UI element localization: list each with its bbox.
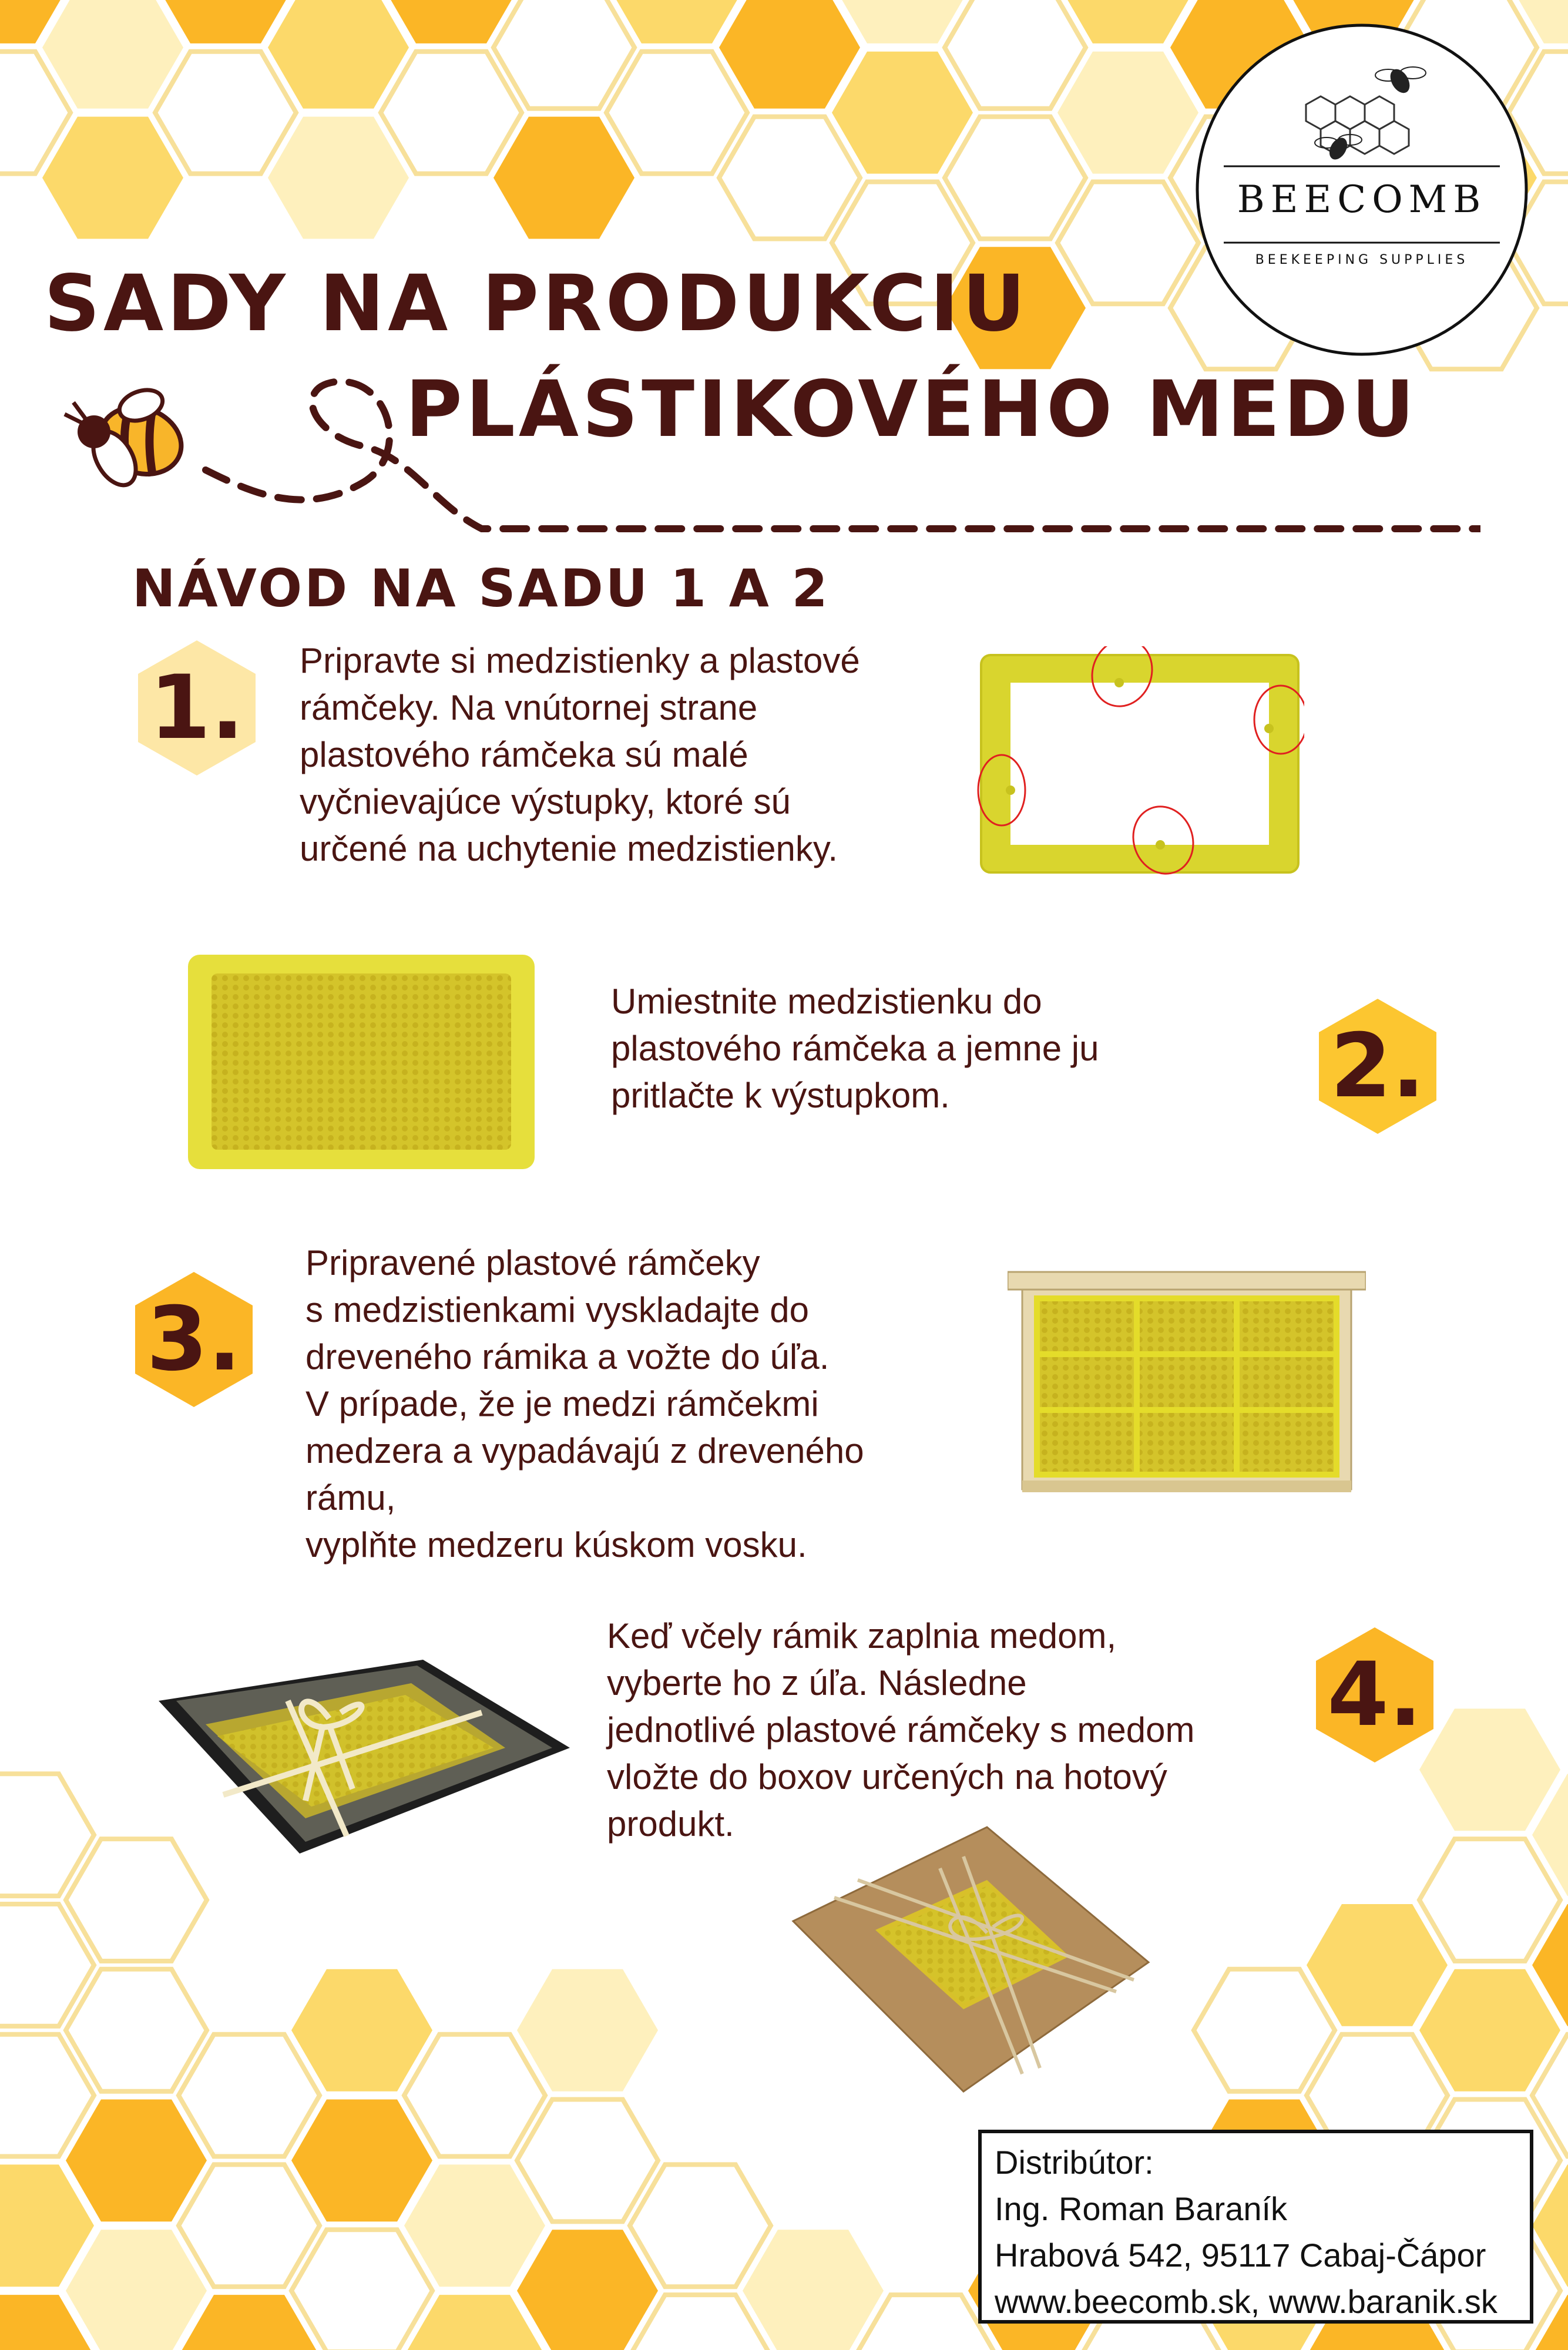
honeycomb-cell [630,2164,771,2287]
honeycomb-cell [381,52,522,174]
distributor-label: Distribútor: [995,2144,1154,2181]
honeycomb-cell [517,1969,658,2092]
logo-brand: BEECOMB [1237,178,1487,221]
distributor-web: www.beecomb.sk, www.baranik.sk [995,2283,1498,2320]
honeycomb-cell [606,52,747,174]
logo-tagline: BEEKEEPING SUPPLIES [1255,253,1469,267]
honey-box-clear-image [153,1601,576,1895]
distributor-name: Ing. Roman Baraník [995,2190,1288,2227]
step-4-number: 4. [1327,1644,1422,1746]
honeycomb-cell [404,2164,545,2287]
bee-trail [59,341,1480,540]
honeycomb-cell [630,2295,771,2350]
distributor-address: Hrabová 542, 95117 Cabaj-Čápor [995,2237,1486,2274]
wooden-frame-image [1008,1269,1366,1498]
honeycomb-cell [268,0,409,109]
honeycomb-cell [66,2230,207,2350]
distributor-box [978,2130,1533,2324]
honeycomb-cell [179,2035,320,2157]
honeycomb-cell [291,2230,432,2350]
honeycomb-cell [1057,182,1198,304]
honeycomb-cell [42,117,183,239]
honeycomb-cell [719,0,860,109]
honeycomb-cell [493,0,634,109]
bee-icon [59,382,200,511]
honeycomb-cell [945,117,1086,239]
honeycomb-cell [1307,1904,1448,2026]
honeycomb-cell [1194,1969,1335,2092]
honeycomb-cell [832,52,973,174]
honeycomb-cell [743,2230,884,2350]
step-3-number-badge [135,1272,253,1407]
honeycomb-cell [404,2035,545,2157]
honeycomb-cell [1419,1969,1560,2092]
subtitle: NÁVOD NA SADU 1 A 2 [132,558,830,619]
title-line-1: SADY NA PRODUKCIU [44,258,1029,349]
foundation-in-frame-image [188,955,535,1169]
step-1-number-badge [138,640,256,776]
honeycomb-cell [66,1969,207,2092]
honeycomb-cell [1419,1839,1560,1961]
title-line-2: PLÁSTIKOVÉHO MEDU [405,364,1418,455]
honeycomb-cell [42,0,183,109]
honeycomb-cell [268,117,409,239]
step-1-number: 1. [149,657,244,759]
honeycomb-cell [1057,52,1198,174]
beecomb-logo [1194,22,1529,357]
step-2-number-badge [1319,999,1436,1134]
honeycomb-cell [719,117,860,239]
honeycomb-cell [291,2100,432,2222]
honeycomb-cell [179,2164,320,2287]
honeycomb-cell [155,52,296,174]
honey-box-kraft-image [787,1815,1154,2097]
honeycomb-cell [1419,1708,1560,1831]
honeycomb-cell [855,2295,996,2350]
step-4-number-badge [1316,1627,1433,1762]
honeycomb-cell [291,1969,432,2092]
step-1-text: Pripravte si medzistienky a plastové rámčeky. Na vnútornej strane plastového rámčeka sú malé vyčnievajúce výstupky, ktoré sú určené na uchytenie medzistienky. [300,641,860,868]
step-4-text: Keď včely rámik zaplnia medom, vyberte ho z úľa. Následne jednotlivé plastové rámčeky s medom vložte do boxov určených na hotový produkt. [607,1616,1195,1844]
honeycomb-cell [493,117,634,239]
honeycomb-cell [517,2100,658,2222]
step-2-text: Umiestnite medzistienku do plastového rámčeka a jemne ju pritlačte k výstupkom. [611,982,1099,1115]
step-3-number: 3. [146,1288,241,1391]
plastic-frame-image [975,646,1304,881]
honeycomb-cell [66,2100,207,2222]
honeycomb-cell [945,0,1086,109]
honeycomb-cell [517,2230,658,2350]
step-3-text: Pripravené plastové rámčeky s medzistienkami vyskladajte do dreveného rámika a vožte do úľa. V prípade, že je medzi rámčekmi medzera a vypadávajú z dreveného rámu, vyplňte medzeru kúskom vosku. [305,1243,864,1565]
step-2-number: 2. [1330,1015,1425,1117]
